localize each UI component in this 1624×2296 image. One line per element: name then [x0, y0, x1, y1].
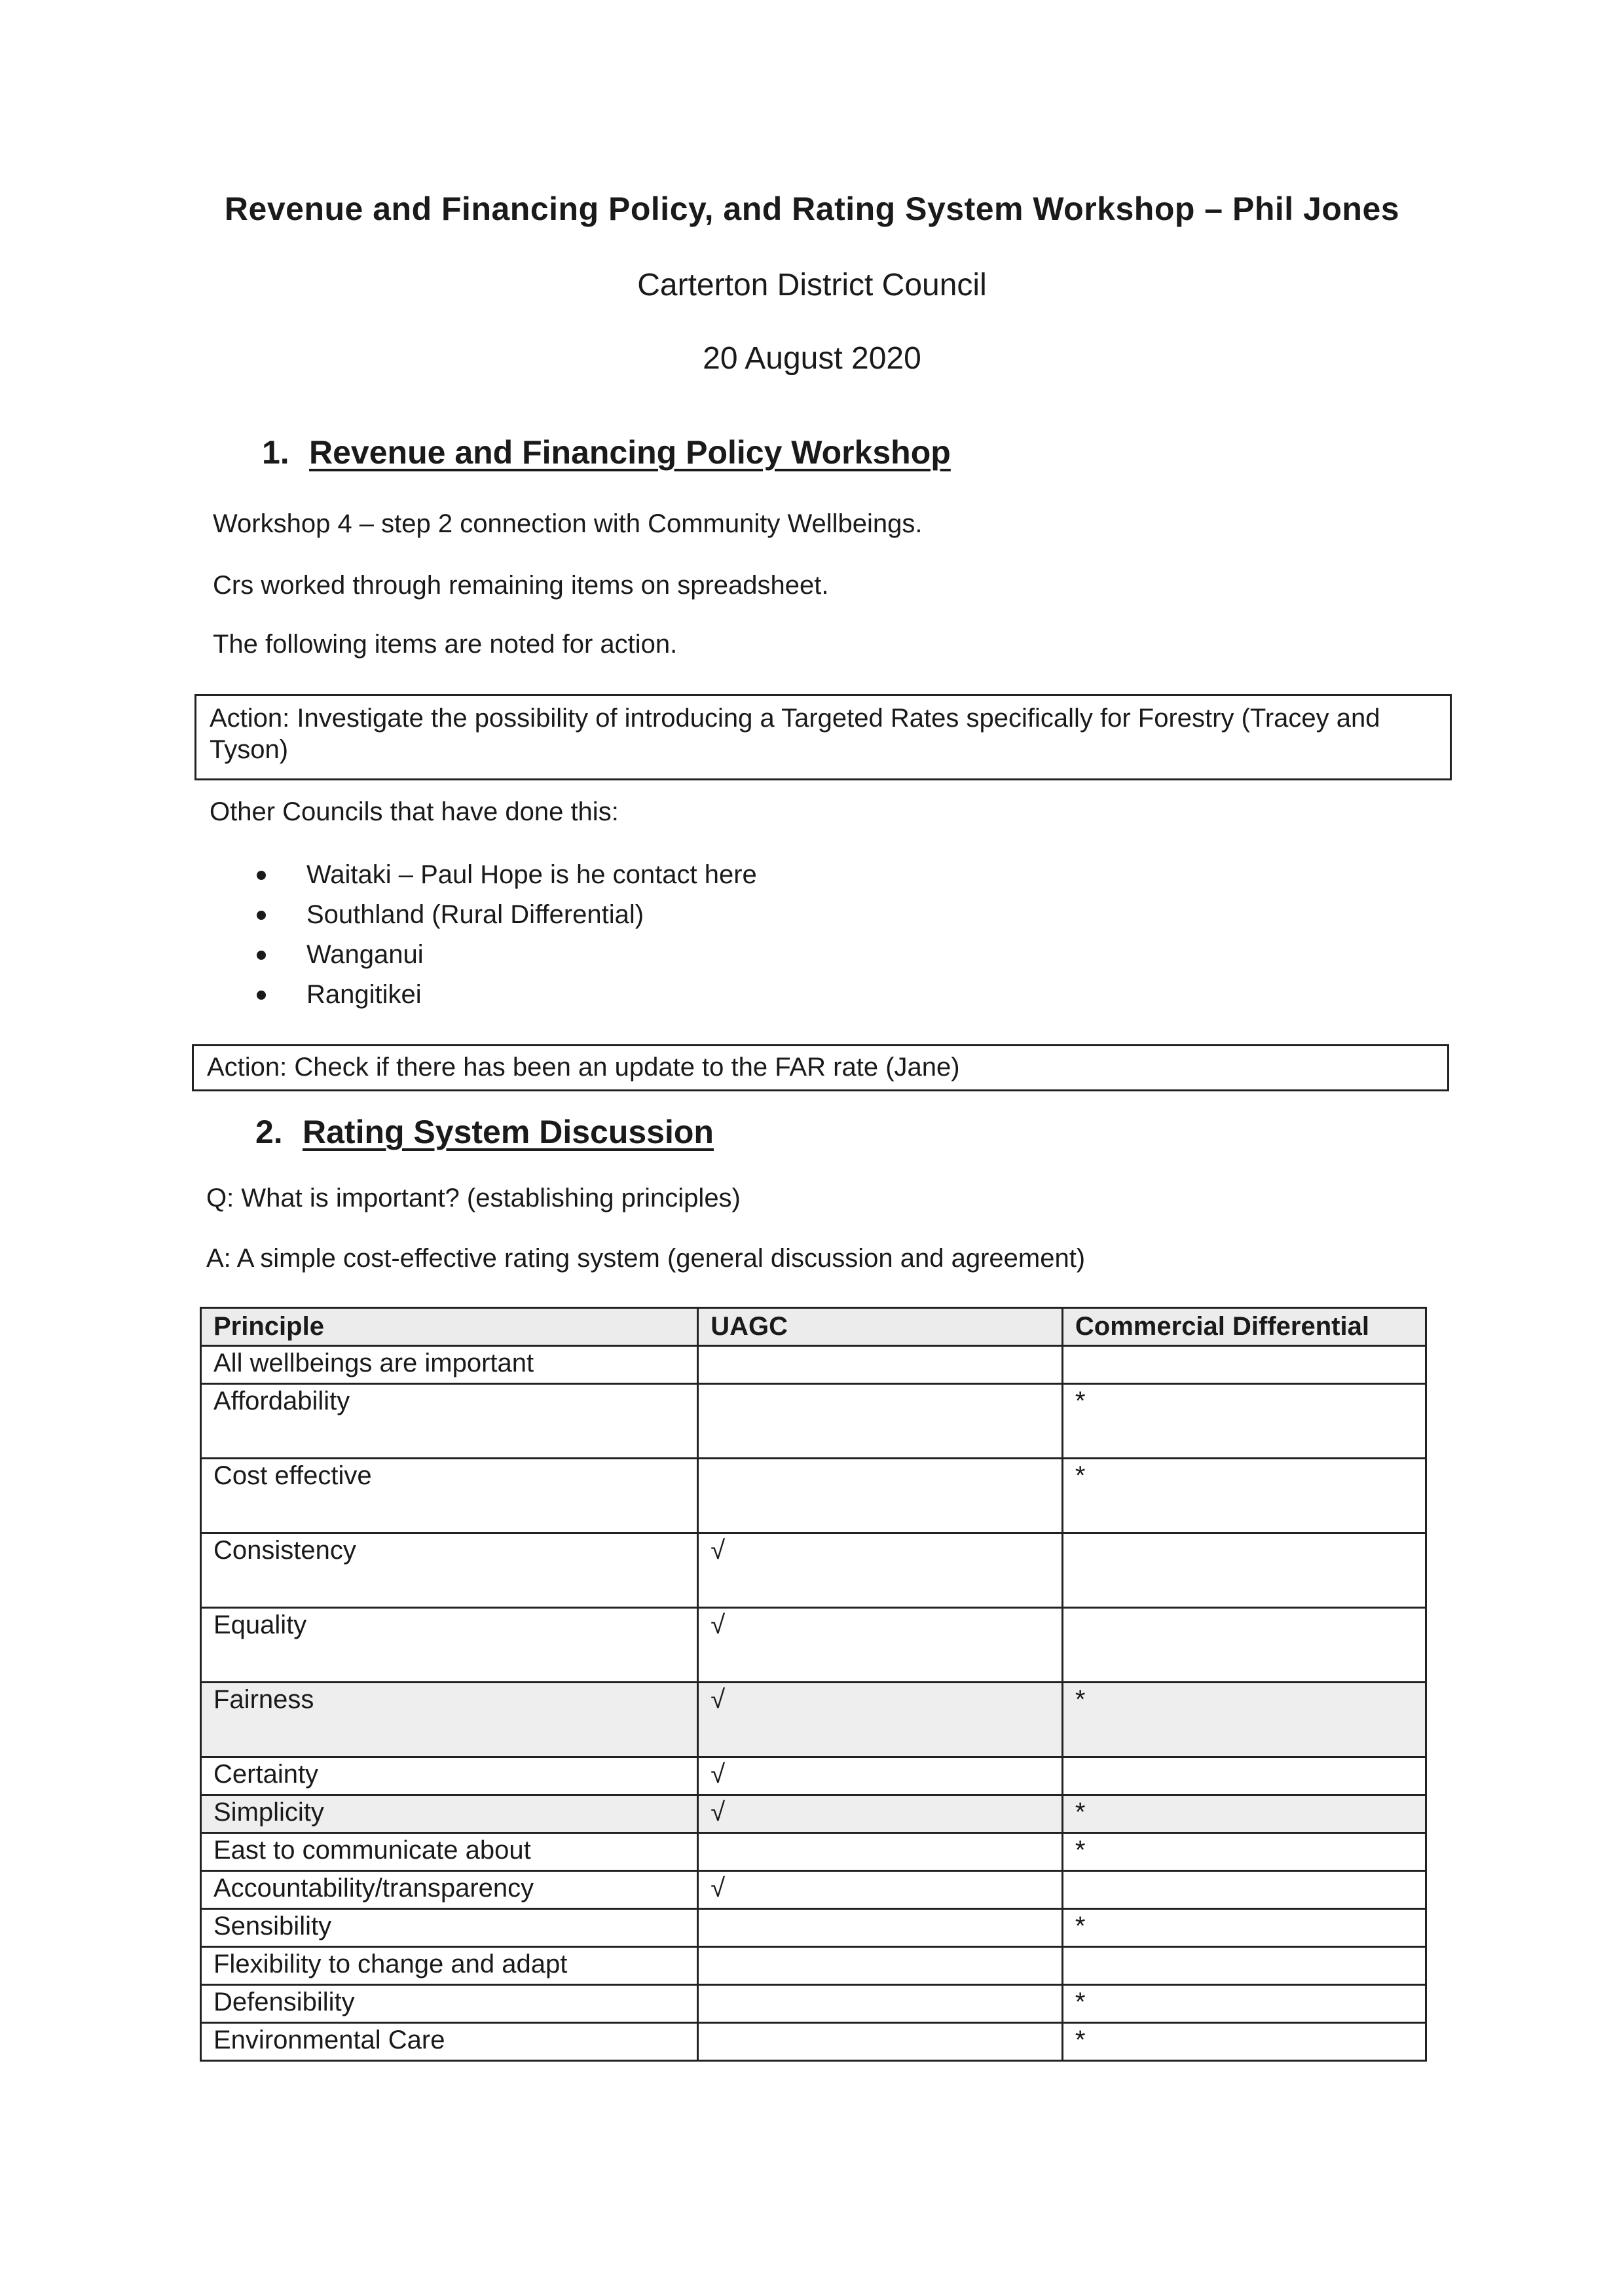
list-item: Southland (Rural Differential): [249, 895, 757, 935]
table-row: [201, 1459, 1426, 1533]
table-row: [201, 1533, 1426, 1608]
uagc-cell: √: [698, 1533, 1063, 1608]
uagc-cell: [698, 1384, 1063, 1459]
commercial-cell: *: [1062, 2023, 1426, 2061]
action-box-far-rate: Action: Check if there has been an update to the FAR rate (Jane): [192, 1044, 1449, 1091]
table-row: [201, 1947, 1426, 1985]
paragraph-workshop: Workshop 4 – step 2 connection with Community Wellbeings.: [213, 509, 923, 538]
principle-cell: East to communicate about: [201, 1833, 698, 1871]
list-item: Waitaki – Paul Hope is he contact here: [249, 855, 757, 895]
section-1-heading: [262, 433, 951, 471]
commercial-cell: [1062, 1346, 1426, 1384]
meeting-date: 20 August 2020: [703, 341, 921, 376]
table-row: [201, 1683, 1426, 1757]
section-2-heading: [255, 1113, 714, 1151]
list-item: Wanganui: [249, 935, 757, 975]
commercial-cell: *: [1062, 1909, 1426, 1947]
uagc-cell: √: [698, 1795, 1063, 1833]
principle-cell: Sensibility: [201, 1909, 698, 1947]
uagc-cell: [698, 1833, 1063, 1871]
list-item: Rangitikei: [249, 975, 757, 1015]
section-2-number: 2.: [255, 1114, 283, 1150]
commercial-cell: [1062, 1947, 1426, 1985]
principles-table: [200, 1307, 1427, 2062]
header-uagc: UAGC: [698, 1308, 1063, 1346]
section-1-title: Revenue and Financing Policy Workshop: [309, 434, 951, 471]
table-row: [201, 1608, 1426, 1683]
uagc-cell: [698, 1909, 1063, 1947]
uagc-cell: [698, 1947, 1063, 1985]
uagc-cell: √: [698, 1683, 1063, 1757]
principle-cell: All wellbeings are important: [201, 1346, 698, 1384]
table-row: [201, 1346, 1426, 1384]
principle-cell: Defensibility: [201, 1985, 698, 2023]
other-councils-intro: Other Councils that have done this:: [210, 797, 619, 826]
uagc-cell: [698, 2023, 1063, 2061]
commercial-cell: *: [1062, 1384, 1426, 1459]
principle-cell: Accountability/transparency: [201, 1871, 698, 1909]
principle-cell: Consistency: [201, 1533, 698, 1608]
table-row: [201, 1384, 1426, 1459]
uagc-cell: √: [698, 1608, 1063, 1683]
table-row: [201, 2023, 1426, 2061]
paragraph-noted-for-action: The following items are noted for action.: [213, 630, 678, 659]
section-1-number: 1.: [262, 434, 289, 471]
commercial-cell: [1062, 1871, 1426, 1909]
commercial-cell: [1062, 1757, 1426, 1795]
principle-cell: Flexibility to change and adapt: [201, 1947, 698, 1985]
table-row: [201, 1795, 1426, 1833]
uagc-cell: √: [698, 1871, 1063, 1909]
other-councils-list: [249, 855, 757, 1015]
commercial-cell: [1062, 1608, 1426, 1683]
header-principle: Principle: [201, 1308, 698, 1346]
section-2-title: Rating System Discussion: [303, 1114, 714, 1150]
uagc-cell: [698, 1459, 1063, 1533]
organisation-name: Carterton District Council: [637, 268, 987, 302]
table-row: [201, 1909, 1426, 1947]
commercial-cell: [1062, 1533, 1426, 1608]
uagc-cell: √: [698, 1757, 1063, 1795]
principle-cell: Cost effective: [201, 1459, 698, 1533]
principle-cell: Fairness: [201, 1683, 698, 1757]
commercial-cell: *: [1062, 1459, 1426, 1533]
action-box-forestry: Action: Investigate the possibility of introducing a Targeted Rates specifically for Forestry (Tracey and Tyson): [194, 694, 1452, 780]
table-row: [201, 1757, 1426, 1795]
commercial-cell: *: [1062, 1683, 1426, 1757]
table-row: [201, 1985, 1426, 2023]
question-text: Q: What is important? (establishing principles): [206, 1184, 741, 1212]
principle-cell: Affordability: [201, 1384, 698, 1459]
commercial-cell: *: [1062, 1833, 1426, 1871]
uagc-cell: [698, 1346, 1063, 1384]
commercial-cell: *: [1062, 1985, 1426, 2023]
principle-cell: Certainty: [201, 1757, 698, 1795]
table-row: [201, 1871, 1426, 1909]
principle-cell: Equality: [201, 1608, 698, 1683]
table-row: [201, 1833, 1426, 1871]
table-header-row: [201, 1308, 1426, 1346]
header-commercial-differential: Commercial Differential: [1062, 1308, 1426, 1346]
uagc-cell: [698, 1985, 1063, 2023]
answer-text: A: A simple cost-effective rating system (general discussion and agreement): [206, 1244, 1086, 1273]
principle-cell: Simplicity: [201, 1795, 698, 1833]
document-title: Revenue and Financing Policy, and Rating System Workshop – Phil Jones: [224, 191, 1400, 227]
commercial-cell: *: [1062, 1795, 1426, 1833]
paragraph-crs-worked: Crs worked through remaining items on spreadsheet.: [213, 571, 829, 600]
principle-cell: Environmental Care: [201, 2023, 698, 2061]
